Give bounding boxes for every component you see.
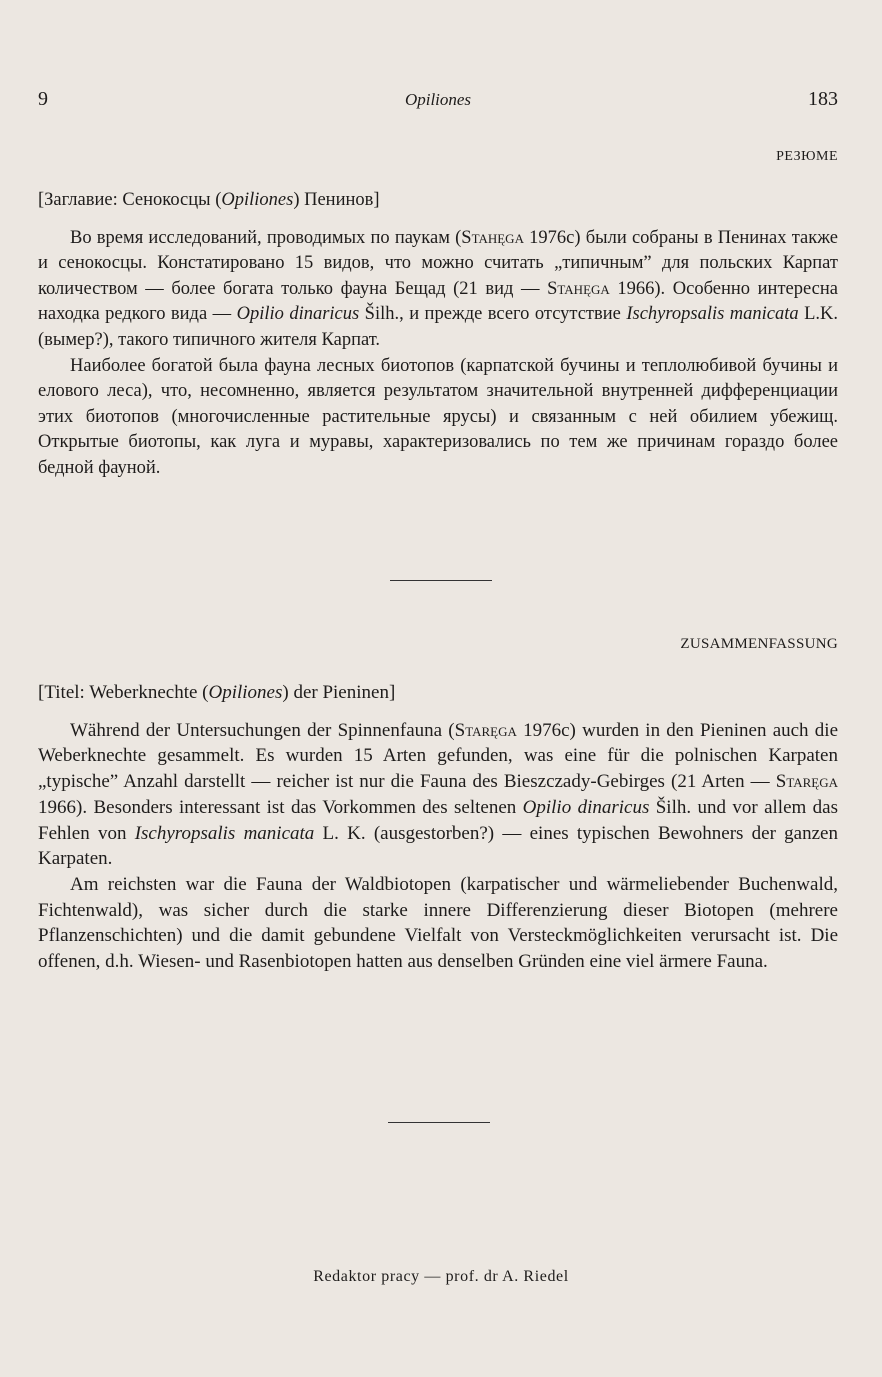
zusammenfassung-paragraph-2: Am reichsten war die Fauna der Waldbiotopen (karpatischer und wärmeliebender Buchenwald, Fichtenwald), was sicher durch die starke innere Differenzierung dieser Biotopen (mehrere Pflanzenschichten) und die damit gebundene Vielfalt von Versteckmöglichkeiten verursacht ist. Die offenen, d.h. Wiesen- und Rasenbiotopen hatten aus denselben Gründen eine viel ärmere Fauna.: [38, 873, 838, 973]
resume-paragraph-2: Наиболее богатой была фауна лесных биотопов (карпатской бучины и теплолюбивой бучины и елового леса), что, несомненно, является результатом значительной внутренней дифференциации этих биотопов (многочисленные растительные ярусы) и связанным с ней обилием убежищ. Открытые биотопы, как луга и муравы, характеризовались по тем же причинам гораздо более бедной фауной.: [38, 355, 838, 478]
zusammenfassung-body: [38, 680, 838, 975]
page-number-left: 9: [38, 88, 48, 110]
zusammenfassung-heading: ZUSAMMENFASSUNG: [680, 636, 838, 652]
resume-body: [38, 188, 838, 482]
editor-footer: Redaktor pracy — prof. dr A. Riedel: [313, 1268, 569, 1285]
zusammenfassung-title: [Titel: Weberknechte (Opiliones) der Pieninen]: [38, 682, 396, 703]
zusammenfassung-paragraph-1: Während der Untersuchungen der Spinnenfauna (Staręga 1976c) wurden in den Pieninen auch die Weberknechte gesammelt. Es wurden 15 Arten gefunden, was eine für die polnischen Karpaten „typische” Anzahl darstellt — reicher ist nur die Fauna des Bieszczady-Gebirges (21 Arten — Staręga 1966). Besonders interessant ist das Vorkommen des seltenen Opilio dinaricus Šilh. und vor allem das Fehlen von Ischyropsalis manicata L. K. (ausgestorben?) — eines typischen Bewohners der ganzen Karpaten.: [38, 719, 839, 870]
divider-rule: [390, 580, 492, 581]
page-number-right: 183: [808, 88, 838, 110]
running-head: Opiliones: [404, 90, 472, 109]
resume-title: [Заглавие: Сенокосцы (Opiliones) Пенинов]: [38, 190, 380, 210]
resume-paragraph-1: Во время исследований, проводимых по паукам (Stahęga 1976c) были собраны в Пенинах также и сенокосцы. Констатировано 15 видов, что можно считать „типичным” для польских Карпат количеством — более богата только фауна Бещад (21 вид — Stahęga 1966). Особенно интересна находка редкого вида — Opilio dinaricus Šilh., и прежде всего отсутствие Ischyropsalis manicata L.K. (вымер?), такого типичного жителя Карпат.: [38, 227, 838, 350]
page-header: [38, 88, 838, 114]
resume-heading: РЕЗЮМЕ: [776, 149, 838, 164]
divider-rule-bottom: [388, 1122, 490, 1123]
